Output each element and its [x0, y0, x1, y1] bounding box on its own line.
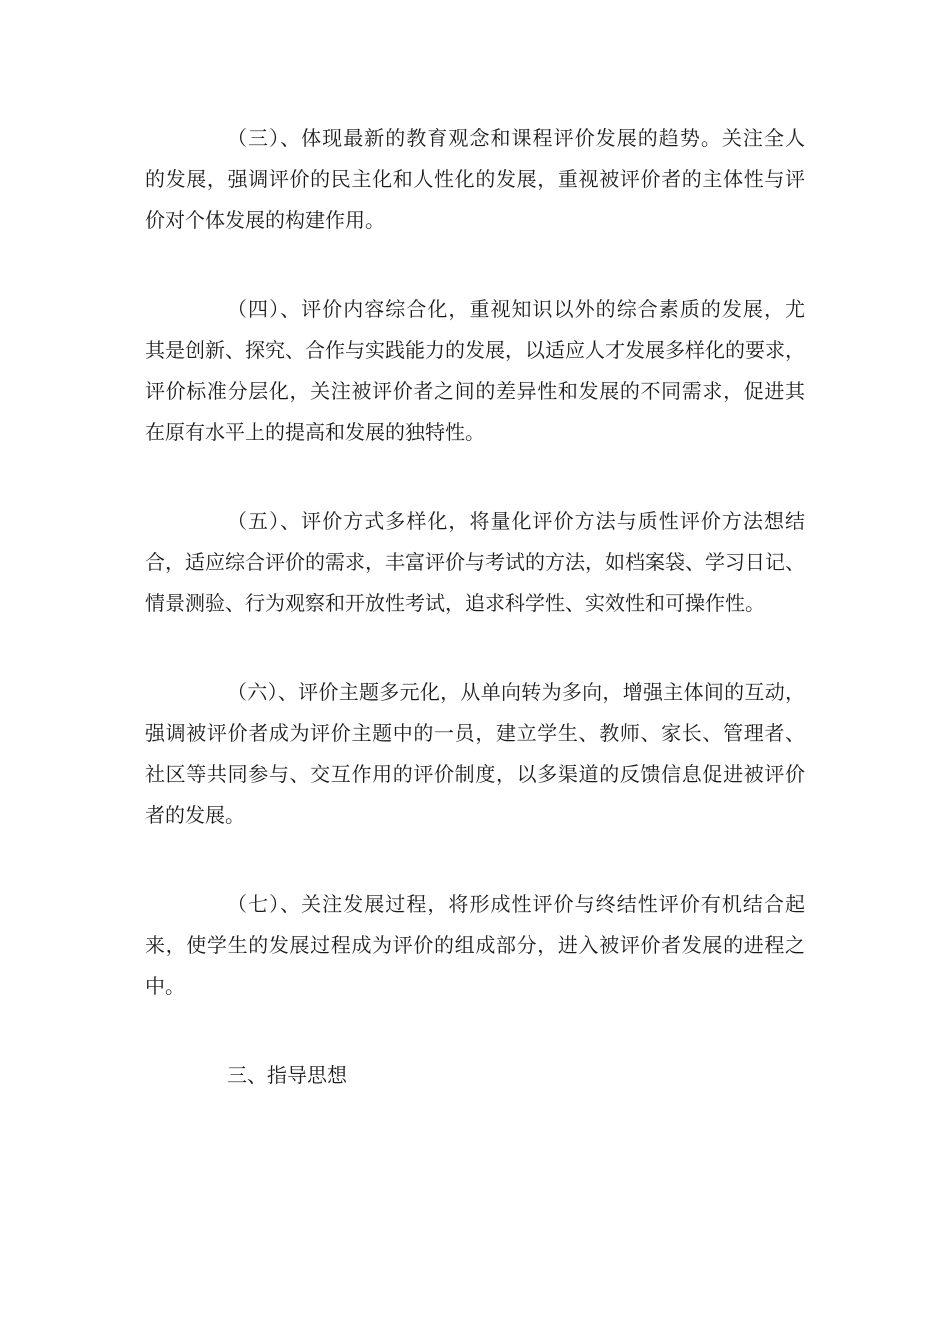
paragraph-line: 评价标准分层化，关注被评价者之间的差异性和发展的不同需求，促进其: [145, 379, 805, 403]
paragraph-line: 合，适应综合评价的需求，丰富评价与考试的方法，如档案袋、学习日记、: [145, 550, 805, 574]
paragraph-line: 在原有水平上的提高和发展的独特性。: [145, 420, 485, 444]
paragraph-five: [145, 501, 805, 624]
document-body: [145, 118, 805, 1096]
paragraph-line: 的发展，强调评价的民主化和人性化的发展，重视被评价者的主体性与评: [145, 167, 805, 191]
paragraph-line: （五）、评价方式多样化，将量化评价方法与质性评价方法想结: [227, 509, 805, 533]
paragraph-line: （六）、评价主题多元化，从单向转为多向，增强主体间的互动，: [227, 680, 805, 704]
paragraph-line: （七）、关注发展过程，将形成性评价与终结性评价有机结合起: [227, 892, 805, 916]
paragraph-line: （三）、体现最新的教育观念和课程评价发展的趋势。关注全人: [227, 126, 805, 150]
paragraph-line: 强调被评价者成为评价主题中的一员，建立学生、教师、家长、管理者、: [145, 721, 805, 745]
paragraph-line: 者的发展。: [145, 803, 245, 827]
paragraph-line: 情景测验、行为观察和开放性考试，追求科学性、实效性和可操作性。: [145, 591, 765, 615]
paragraph-line: 中。: [145, 974, 185, 998]
paragraph-seven: [145, 884, 805, 1007]
paragraph-four: [145, 289, 805, 453]
paragraph-line: 价对个体发展的构建作用。: [145, 208, 385, 232]
paragraph-line: 来，使学生的发展过程成为评价的组成部分，进入被评价者发展的进程之: [145, 933, 805, 957]
paragraph-three: [145, 118, 805, 241]
paragraph-six: [145, 672, 805, 836]
section-heading: 三、指导思想: [227, 1063, 347, 1087]
paragraph-line: 社区等共同参与、交互作用的评价制度，以多渠道的反馈信息促进被评价: [145, 762, 805, 786]
paragraph-line: （四）、评价内容综合化，重视知识以外的综合素质的发展，尤: [227, 297, 805, 321]
paragraph-line: 其是创新、探究、合作与实践能力的发展，以适应人才发展多样化的要求，: [145, 338, 805, 362]
